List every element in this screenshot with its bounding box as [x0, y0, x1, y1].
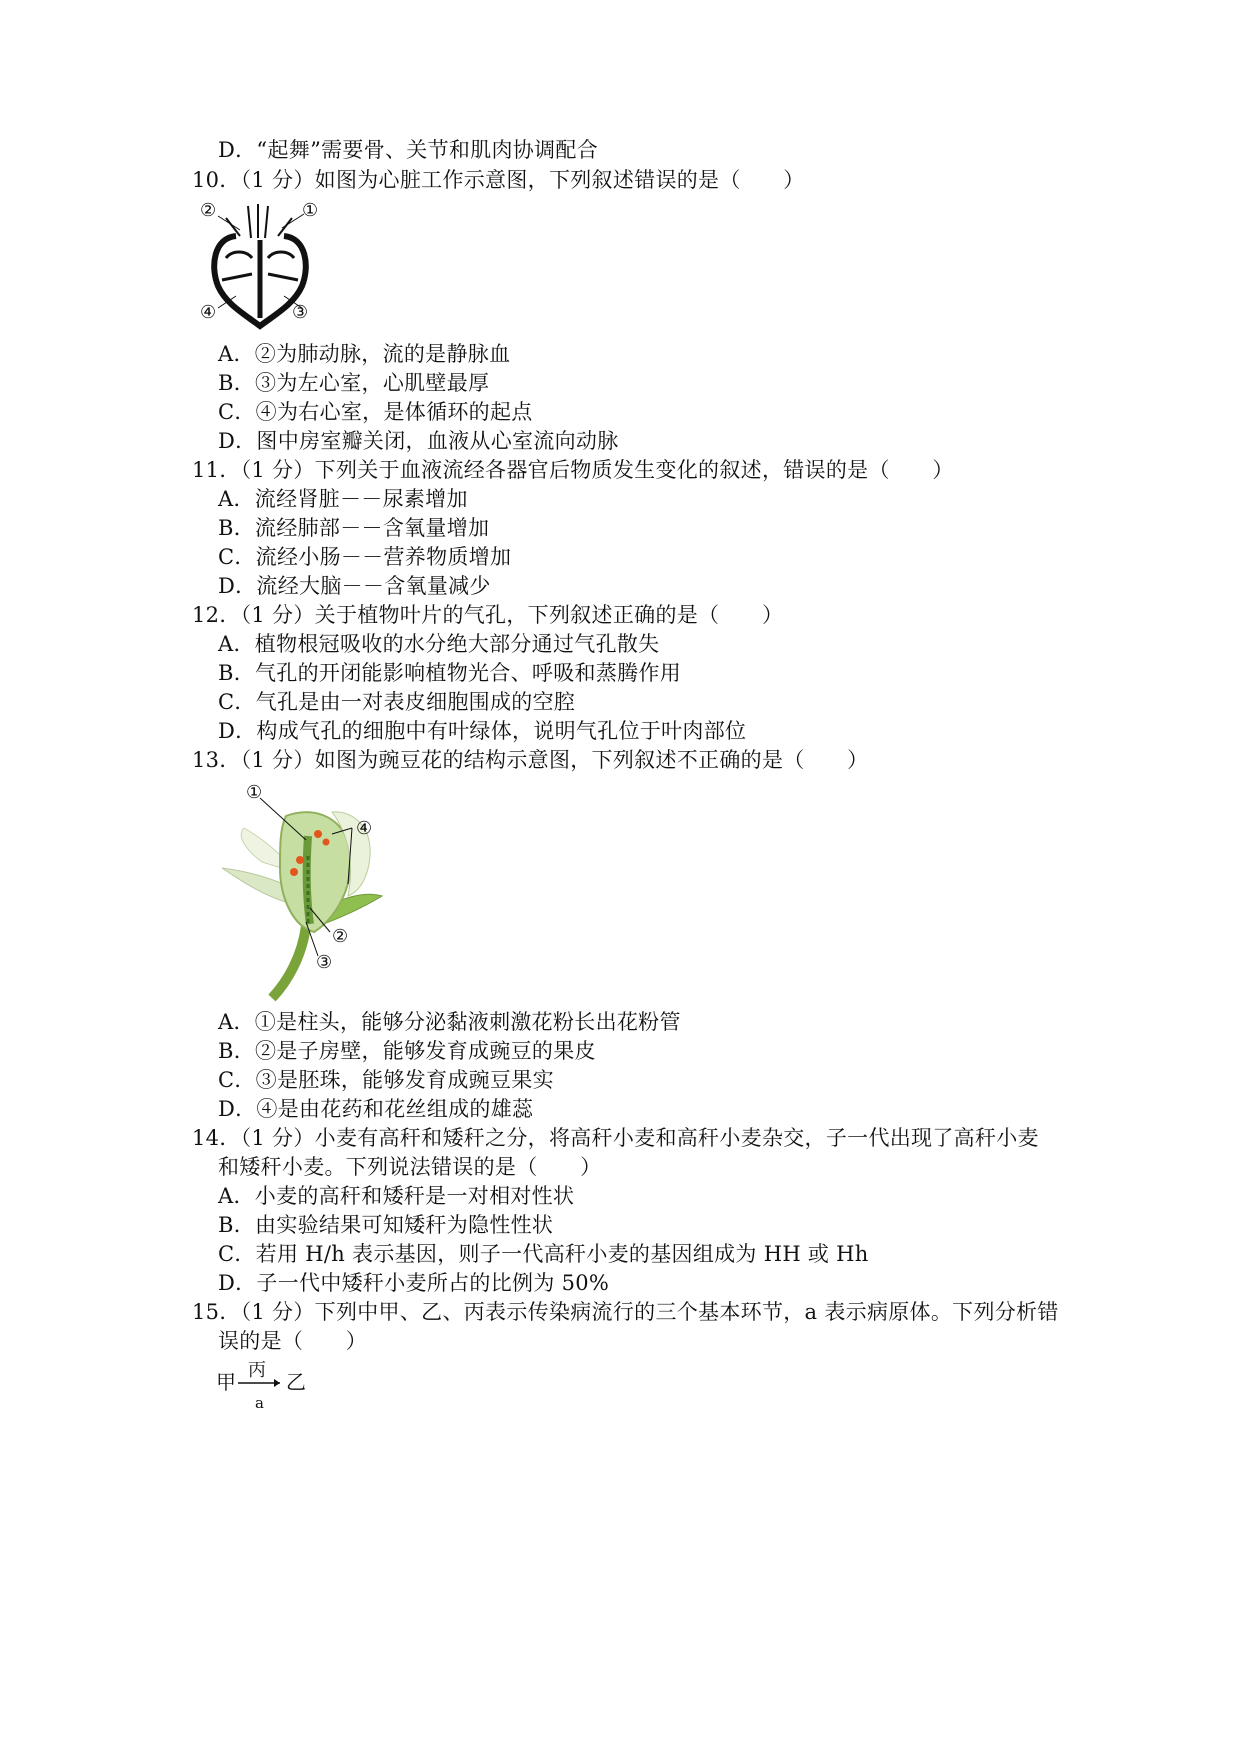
- question-15-line-2: 误的是（ ）: [218, 1329, 368, 1353]
- aorta-vessels: [248, 204, 268, 238]
- q11-option-c: C．流经小肠－－营养物质增加: [218, 545, 512, 569]
- q9-option-d: D．“起舞”需要骨、关节和肌肉协调配合: [218, 138, 599, 162]
- chain-label-jia: 甲: [216, 1370, 236, 1394]
- question-14-line-2: 和矮秆小麦。下列说法错误的是（ ）: [218, 1155, 602, 1179]
- q10-option-c: C．④为右心室，是体循环的起点: [218, 400, 533, 424]
- q14-option-b: B．由实验结果可知矮秆为隐性性状: [218, 1213, 554, 1237]
- question-12: 12．（1 分）关于植物叶片的气孔，下列叙述正确的是（ ）: [192, 603, 784, 627]
- q14-option-d: D．子一代中矮秆小麦所占的比例为 50%: [218, 1271, 610, 1295]
- q13-option-a: A．①是柱头，能够分泌黏液刺激花粉长出花粉管: [218, 1010, 681, 1034]
- q13-option-c: C．③是胚珠，能够发育成豌豆果实: [218, 1068, 554, 1092]
- chain-label-yi: 乙: [286, 1370, 306, 1394]
- question-15-line-1: 15．（1 分）下列中甲、乙、丙表示传染病流行的三个基本环节，a 表示病原体。下列分析错: [192, 1300, 1059, 1324]
- question-14-line-1: 14．（1 分）小麦有高秆和矮秆之分，将高秆小麦和高秆小麦杂交，子一代出现了高秆小麦: [192, 1126, 1039, 1150]
- heart-label-3: ③: [292, 302, 309, 323]
- q12-option-d: D．构成气孔的细胞中有叶绿体，说明气孔位于叶肉部位: [218, 719, 747, 743]
- question-10: 10．（1 分）如图为心脏工作示意图，下列叙述错误的是（ ）: [192, 168, 805, 192]
- heart-diagram: [196, 196, 326, 332]
- q13-option-d: D．④是由花药和花丝组成的雄蕊: [218, 1097, 534, 1121]
- q12-option-a: A．植物根冠吸收的水分绝大部分通过气孔散失: [218, 632, 660, 656]
- q10-option-d: D．图中房室瓣关闭，血液从心室流向动脉: [218, 429, 619, 453]
- q11-option-a: A．流经肾脏－－尿素增加: [218, 487, 468, 511]
- heart-label-1: ①: [302, 200, 319, 221]
- stem: [272, 926, 306, 998]
- q12-option-c: C．气孔是由一对表皮细胞围成的空腔: [218, 690, 576, 714]
- pea-flower-diagram: [222, 776, 430, 1002]
- q11-option-d: D．流经大脑－－含氧量减少: [218, 574, 491, 598]
- chain-label-bing: 丙: [248, 1360, 266, 1381]
- q12-option-b: B．气孔的开闭能影响植物光合、呼吸和蒸腾作用: [218, 661, 682, 685]
- question-13: 13．（1 分）如图为豌豆花的结构示意图，下列叙述不正确的是（ ）: [192, 748, 869, 772]
- flower-label-3: ③: [316, 952, 333, 973]
- flower-label-1: ①: [246, 782, 263, 803]
- q11-option-b: B．流经肺部－－含氧量增加: [218, 516, 490, 540]
- transmission-chain-diagram: [214, 1358, 314, 1414]
- flower-label-2: ②: [332, 926, 349, 947]
- q10-option-b: B．③为左心室，心肌壁最厚: [218, 371, 490, 395]
- q13-option-b: B．②是子房壁，能够发育成豌豆的果皮: [218, 1039, 596, 1063]
- chain-label-a: a: [255, 1394, 264, 1412]
- question-11: 11．（1 分）下列关于血液流经各器官后物质发生变化的叙述，错误的是（ ）: [192, 458, 954, 482]
- heart-label-2: ②: [200, 200, 217, 221]
- q14-option-a: A．小麦的高秆和矮秆是一对相对性状: [218, 1184, 575, 1208]
- q14-option-c: C．若用 H/h 表示基因，则子一代高秆小麦的基因组成为 HH 或 Hh: [218, 1242, 869, 1266]
- heart-label-4: ④: [200, 302, 217, 323]
- q10-option-a: A．②为肺动脉，流的是静脉血: [218, 342, 511, 366]
- flower-label-4: ④: [356, 818, 373, 839]
